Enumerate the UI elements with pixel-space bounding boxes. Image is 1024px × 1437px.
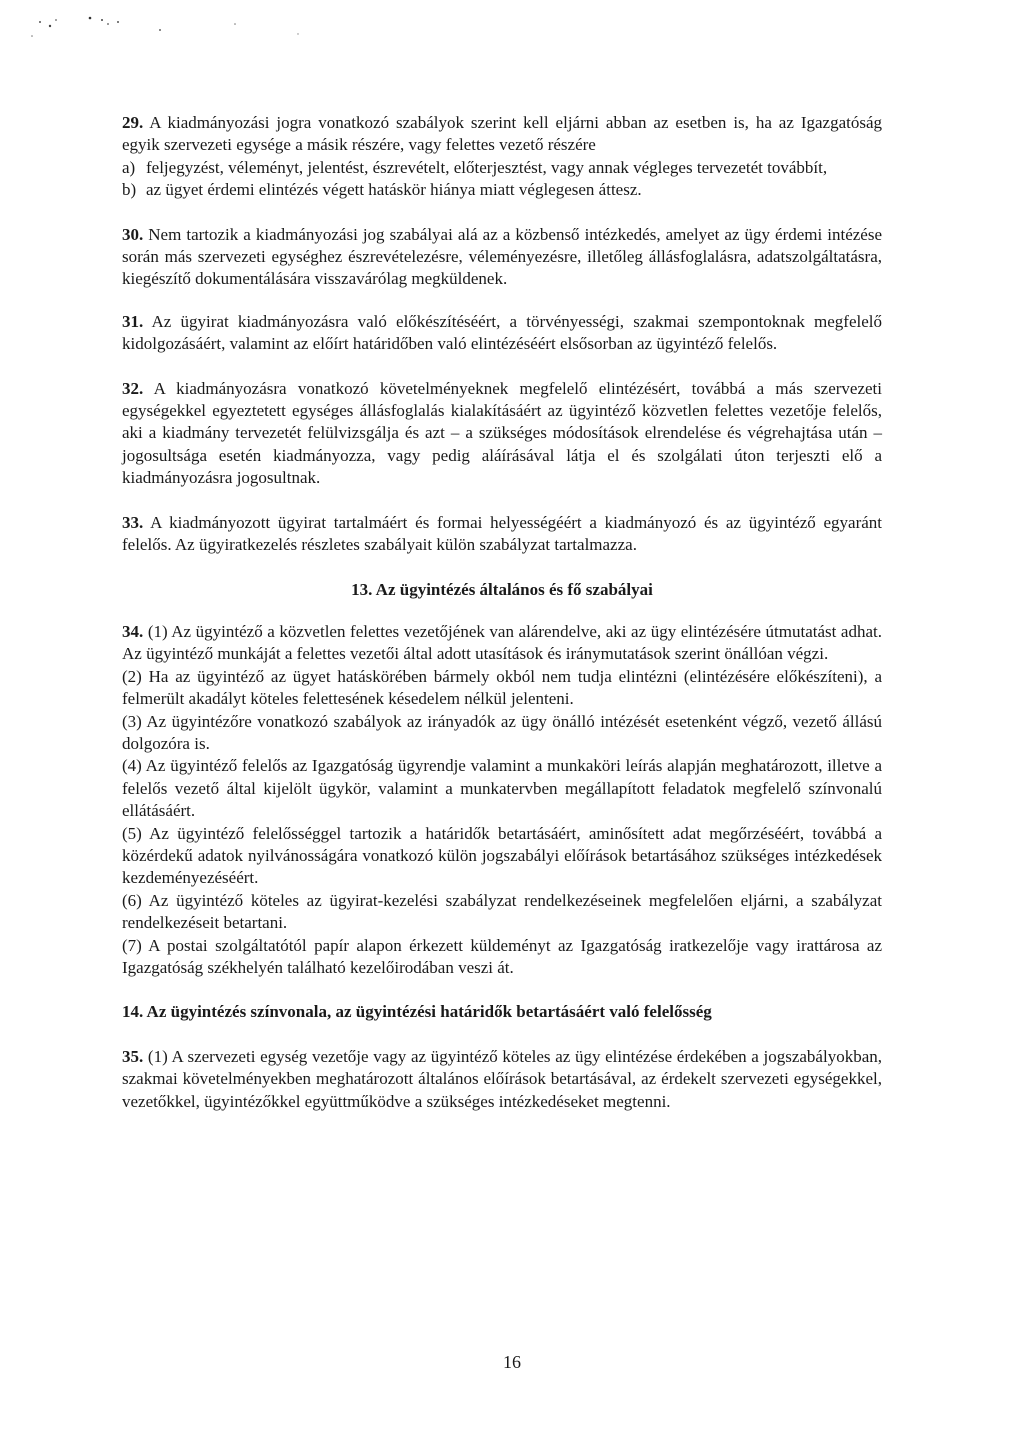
paragraph-text: A kiadmányozott ügyirat tartalmáért és formai helyességéért a kiadmányozó és az ügyintéző egyaránt felelős. Az ügyiratkezelés részletes szabályait külön szabályzat tartalmazza.	[122, 512, 883, 555]
paragraph-32	[122, 378, 882, 490]
paragraph-29	[122, 112, 882, 202]
paragraph-number: 30.	[122, 224, 144, 244]
paragraph-31	[122, 311, 882, 356]
page-number: 16	[503, 1352, 521, 1372]
section-heading-13: 13. Az ügyintézés általános és fő szabályai	[351, 579, 653, 599]
subparagraph: (2) Ha az ügyintéző az ügyet hatáskörében bármely okból nem tudja elintézni (elintézésére előkészíteni), a felmerült akadályt köteles felettesének késedelem nélkül jelenteni.	[122, 666, 882, 709]
list-item-text: feljegyzést, véleményt, jelentést, észrevételt, előterjesztést, vagy annak végleges tervezetét továbbít,	[146, 157, 828, 177]
paragraph-number: 33.	[122, 512, 144, 532]
subparagraph: (7) A postai szolgáltatótól papír alapon érkezett küldeményt az Igazgatóság iratkezelője vagy irattárosa az Igazgatóság székhelyén található kezelőirodában veszi át.	[122, 935, 882, 977]
subparagraph: (4) Az ügyintéző felelős az Igazgatóság ügyrendje valamint a munkaköri leírás alapján meghatározott, illetve a felelős vezető által kijelölt ügykör, valamint a munkatervben megállapított feladatok megfelelő színvonalú ellátásáért.	[122, 756, 882, 821]
paragraph-35	[122, 1046, 882, 1113]
paragraph-text: (1) A szervezeti egység vezetője vagy az ügyintéző köteles az ügy elintézése érdekében a jogszabályokban, szakmai követelményekben meghatározott általános előírások betartásával, az érdekelt szervezeti egységekkel, vezetőkkel, ügyintézőkkel együttműködve a szükséges intézkedéseket megtenni.	[122, 1046, 883, 1111]
section-heading-14: 14. Az ügyintézés színvonala, az ügyintézési határidők betartásáért való felelősség	[122, 1002, 712, 1022]
list-item-label: b)	[122, 180, 137, 200]
paragraph-34	[122, 621, 882, 980]
paragraph-number: 34.	[122, 621, 144, 641]
list-item-text: az ügyet érdemi elintézés végett hatáskör hiánya miatt véglegesen áttesz.	[146, 180, 642, 200]
subparagraph: (6) Az ügyintéző köteles az ügyirat-kezelési szabályzat rendelkezéseinek megfelelően eljárni, a szabályzat rendelkezéseit betartani.	[122, 890, 882, 933]
paragraph-text: Nem tartozik a kiadmányozási jog szabályai alá az a közbenső intézkedés, amelyet az ügy érdemi intézése során más szervezeti egységhez észrevételezésre, véleményezésre, illetőleg állásfoglalásra, adatszolgáltatásra, kiegészítő dokumentálására visszavárólag megküldenek.	[122, 224, 883, 289]
list-item	[122, 179, 882, 201]
paragraph-text: A kiadmányozásra vonatkozó követelményeknek megfelelő elintézésért, továbbá a más szervezeti egységekkel egyeztetett egységes állásfoglalás kialakításáért az ügyintéző közvetlen felettes vezetője felelős, aki a kiadmány tervezetét felülvizsgálja és azt – a szükséges módosítások elrendelése és végrehajtása után – jogosultsága esetén kiadmányozza, vagy pedig aláírásával látja el és szolgálati úton terjeszti elő a kiadmányozásra jogosultnak.	[122, 378, 883, 488]
paragraph-number: 35.	[122, 1046, 144, 1066]
subparagraph: (5) Az ügyintéző felelősséggel tartozik a határidők betartásáért, aminősített adat megőrzéséért, továbbá a közérdekű adatok nyilvánosságára vonatkozó külön jogszabályi előírások betartásához szükséges intézkedések kezdeményezéséért.	[122, 823, 882, 888]
paragraph-number: 31.	[122, 311, 144, 331]
document-page	[122, 112, 882, 1113]
paragraph-30	[122, 224, 882, 291]
paragraph-text: Az ügyirat kiadmányozásra való előkészítéséért, a törvényességi, szakmai szempontoknak megfelelő kidolgozásáért, valamint az előírt határidőben való elintézéséért elsősorban az ügyintéző felelős.	[122, 311, 883, 354]
list-item-label: a)	[122, 157, 136, 177]
paragraph-33	[122, 512, 882, 557]
paragraph-number: 29.	[122, 113, 144, 132]
list-item	[122, 157, 882, 179]
paragraph-text: A kiadmányozási jogra vonatkozó szabályok szerint kell eljárni abban az esetben is, ha az Igazgatóság egyik szervezeti egysége a másik részére, vagy felettes vezető részére	[122, 113, 883, 155]
subparagraph: (1) Az ügyintéző a közvetlen felettes vezetőjének van alárendelve, aki az ügy elintézésére útmutatást adhat. Az ügyintéző munkáját a felettes vezetői által adott utasítások és iránymutatások szerint önállóan végzi.	[122, 621, 882, 664]
scan-specks	[20, 10, 300, 40]
paragraph-number: 32.	[122, 378, 144, 398]
subparagraph: (3) Az ügyintézőre vonatkozó szabályok az irányadók az ügy önálló intézését esetenként végző, vezető állású dolgozóra is.	[122, 711, 882, 753]
